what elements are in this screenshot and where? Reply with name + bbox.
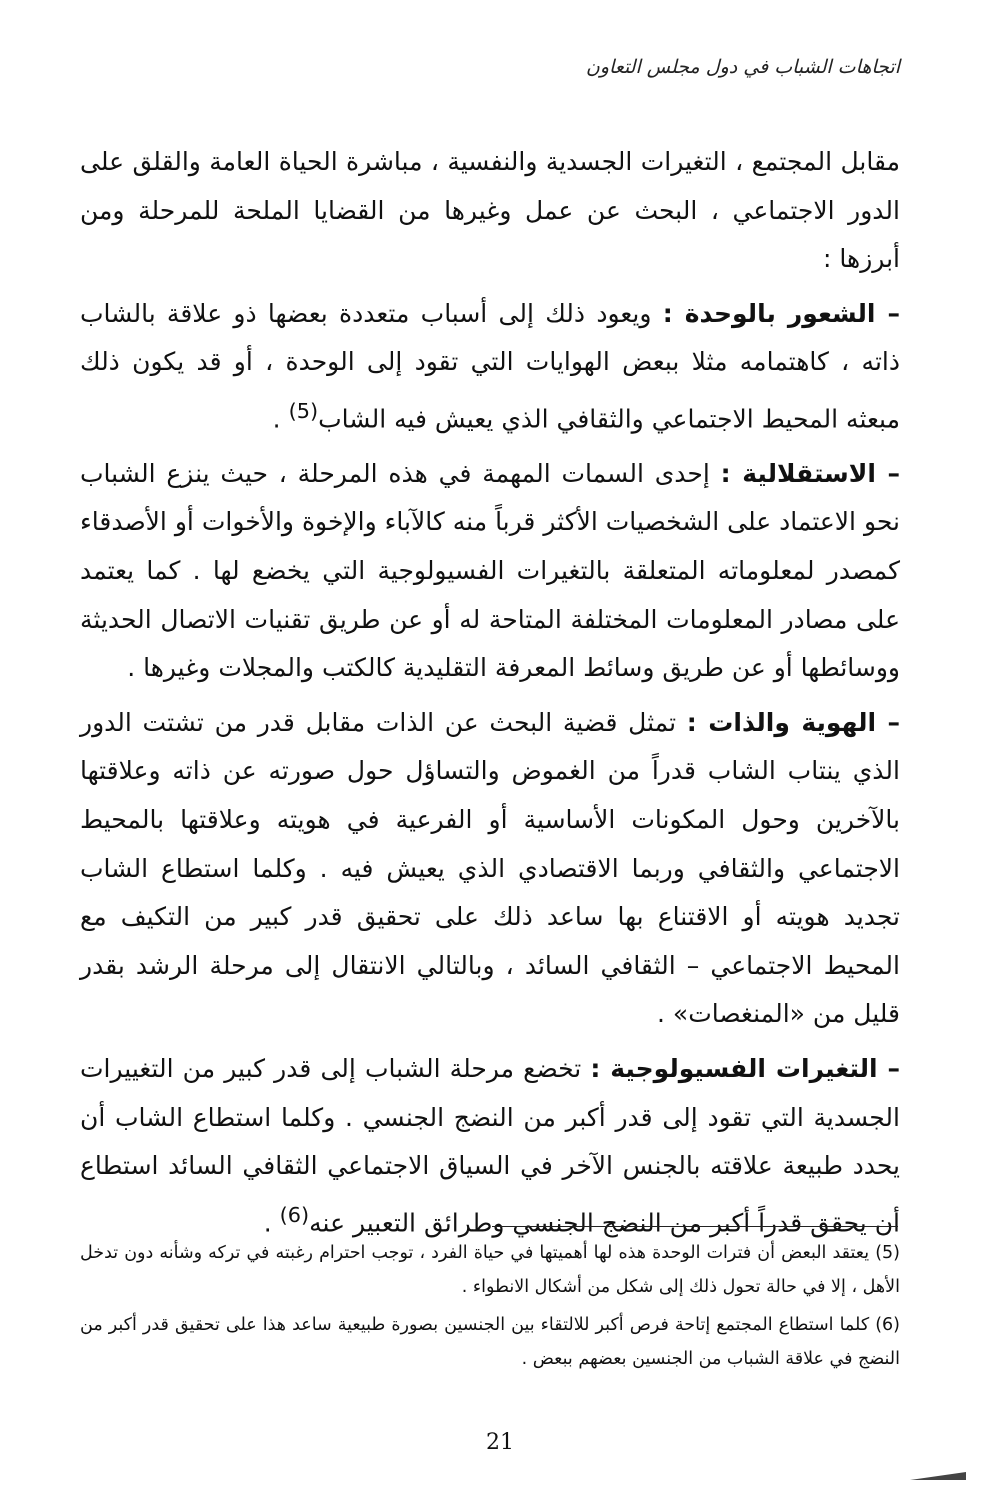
item-text: تمثل قضية البحث عن الذات مقابل قدر من تشتت الدور الذي ينتاب الشاب قدراً من الغموض والتساؤل حول صورته عن ذاته وعلاقتها بالآخرين وحول المكونات الأساسية أو الفرعية في هويته وعلاقتها بالمحيط الاجتماعي والثقافي وربما الاقتصادي الذي يعيش فيه . وكلما استطاع الشاب تجديد هويته أو الاقتناع بها ساعد ذلك على تحقيق قدر كبير من التكيف مع المحيط الاجتماعي – الثقافي السائد ، وبالتالي الانتقال إلى مرحلة الرشد بقدر قليل من «المنغصات» .: [80, 707, 900, 1029]
item-independence: [80, 450, 900, 693]
item-loneliness: [80, 290, 900, 444]
item-heading: – الهوية والذات :: [686, 707, 901, 737]
body-text: [80, 138, 900, 1254]
item-text: إحدى السمات المهمة في هذه المرحلة ، حيث ينزع الشباب نحو الاعتماد على الشخصيات الأكثر قرباً منه كالآباء والإخوة والأخوات أو الأصدقاء كمصدر لمعلوماته المتعلقة بالتغيرات الفسيولوجية التي يخضع لها . كما يعتمد على مصادر المعلومات المختلفة المتاحة له أو عن طريق تقنيات الاتصال الحديثة ووسائطها أو عن طريق وسائط المعرفة التقليدية كالكتب والمجلات وغيرها .: [80, 458, 900, 683]
running-header: اتجاهات الشباب في دول مجلس التعاون: [585, 56, 900, 78]
footnote-separator: [492, 1226, 898, 1227]
footnote-ref: (5): [288, 398, 319, 423]
page-number: 21: [486, 1430, 514, 1455]
item-tail: .: [263, 1208, 280, 1238]
page-corner-mark: [908, 1468, 968, 1484]
item-heading: – التغيرات الفسيولوجية :: [590, 1054, 900, 1084]
intro-paragraph: مقابل المجتمع ، التغيرات الجسدية والنفسية ، مباشرة الحياة العامة والقلق على الدور الاجتماعي ، البحث عن عمل وغيرها من القضايا الملحة للمرحلة ومن أبرزها :: [80, 147, 900, 274]
item-text: ويعود ذلك إلى أسباب متعددة بعضها ذو علاقة بالشاب ذاته ، كاهتمامه مثلا ببعض الهوايات التي تقود إلى الوحدة ، أو قد يكون ذلك مبعثه المحيط الاجتماعي والثقافي الذي يعيش فيه الشاب: [80, 298, 900, 434]
item-identity: [80, 699, 900, 1039]
item-heading: – الاستقلالية :: [720, 458, 901, 488]
item-text: تخضع مرحلة الشباب إلى قدر كبير من التغييرات الجسدية التي تقود إلى قدر أكبر من النضج الجنسي . وكلما استطاع الشاب أن يحدد طبيعة علاقته بالجنس الآخر في السياق الاجتماعي الثقافي السائد استطاع أن يحقق قدراً أكبر من النضج الجنسي وطرائق التعبير عنه: [80, 1054, 900, 1238]
footnote-6: (6) كلما استطاع المجتمع إتاحة فرص أكبر للالتقاء بين الجنسين بصورة طبيعية ساعد هذا على تحقيق قدر أكبر من النضج في علاقة الشباب من الجنسين بعضهم ببعض .: [80, 1315, 900, 1369]
item-physiological: [80, 1045, 900, 1248]
footnote-5: (5) يعتقد البعض أن فترات الوحدة هذه لها أهميتها في حياة الفرد ، توجب احترام رغبته في تركه وشأنه دون تدخل الأهل ، إلا في حالة تحول ذلك إلى شكل من أشكال الانطواء .: [80, 1243, 900, 1297]
item-heading: – الشعور بالوحدة :: [662, 298, 900, 328]
item-tail: .: [272, 404, 289, 434]
footnotes: [80, 1236, 900, 1380]
footnote-ref: (6): [279, 1202, 310, 1227]
